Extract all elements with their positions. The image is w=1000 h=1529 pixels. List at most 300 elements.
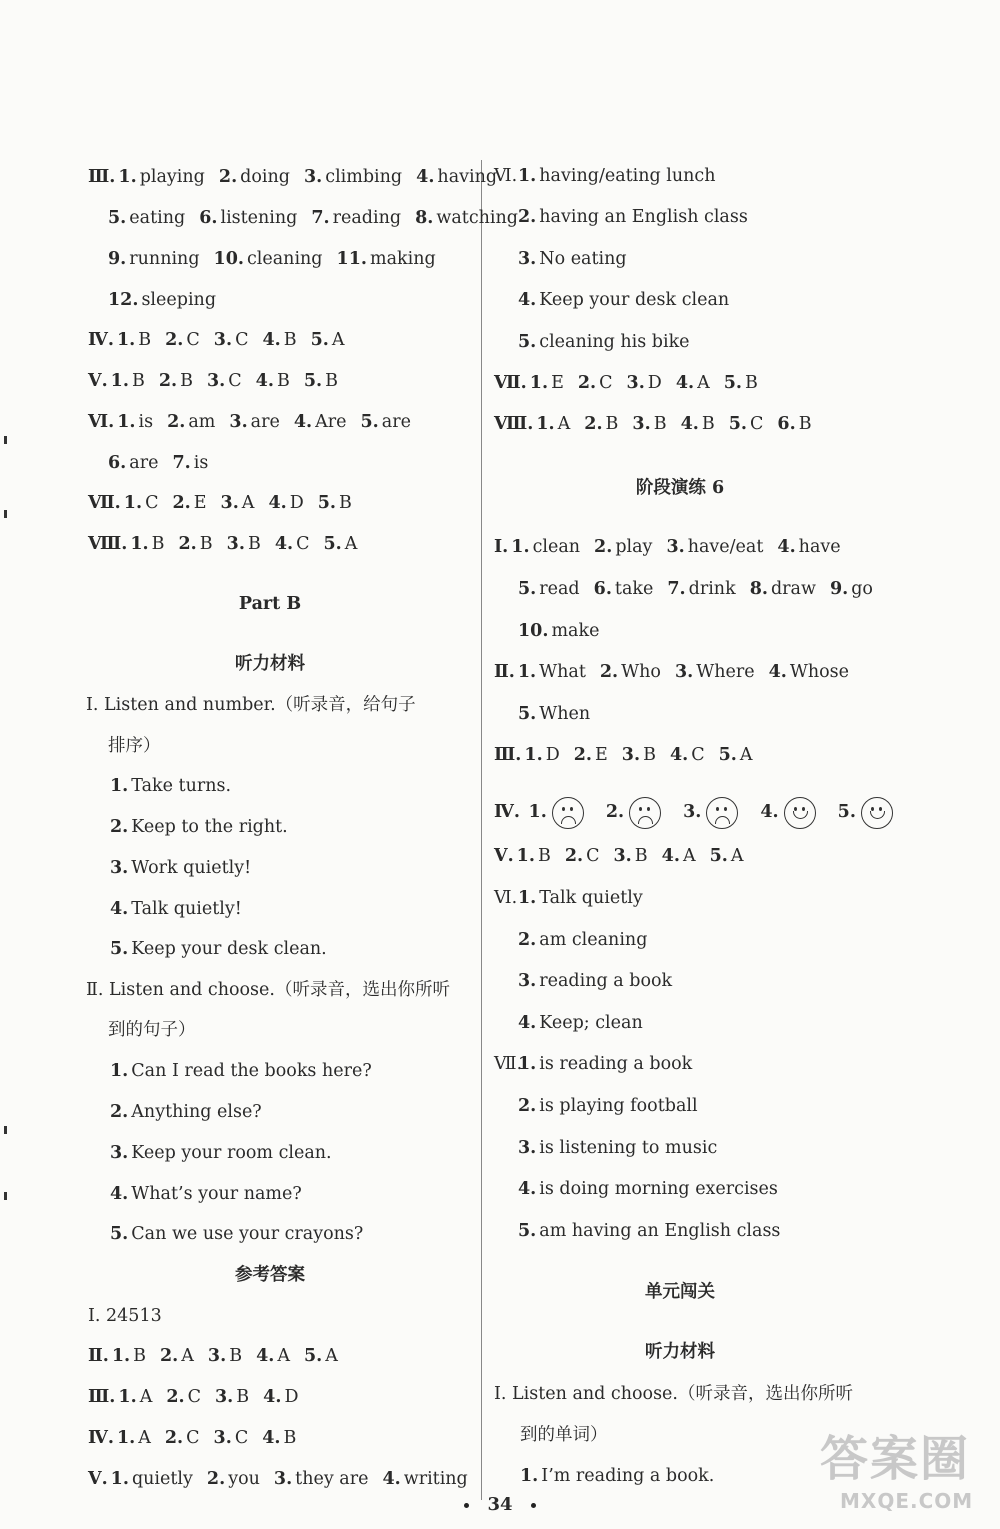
item-text: E: [595, 745, 608, 765]
item-number: 2.: [110, 1102, 129, 1122]
item-text: am: [188, 412, 216, 432]
item-number: 2.: [564, 846, 584, 866]
item-text: Talk quietly: [539, 888, 643, 908]
item-number: 2.: [584, 414, 603, 434]
item-number: 5.: [303, 371, 323, 391]
item-number: 3.: [206, 371, 226, 391]
margin-mark: [4, 510, 7, 518]
answer-row: [108, 207, 518, 229]
item-text: is doing morning exercises: [539, 1179, 778, 1199]
item-text: having/eating lunch: [539, 166, 716, 186]
item-number: 4.: [274, 534, 294, 554]
margin-mark: [4, 1192, 7, 1200]
item-text: A: [325, 1346, 338, 1366]
item-number: 3.: [273, 1469, 293, 1489]
item-text: Keep your desk clean: [539, 290, 730, 310]
item-text: D: [289, 493, 304, 513]
item-number: 2.: [605, 802, 625, 822]
item-number: 3.: [626, 373, 645, 393]
item-text: B: [653, 414, 667, 434]
item-text: Who: [621, 662, 661, 682]
item-text: Take turns.: [131, 776, 232, 796]
list-item: [518, 1012, 643, 1034]
item-text: B: [138, 330, 152, 350]
item-text: eating: [129, 208, 186, 228]
item-number: 1.: [511, 537, 530, 557]
item-text: No eating: [539, 249, 627, 269]
item-text: B: [199, 534, 213, 554]
item-text: A: [682, 846, 696, 866]
item-number: 1.: [118, 1387, 137, 1407]
item-number: 1.: [111, 1346, 131, 1366]
item-number: 7.: [311, 208, 330, 228]
item-number: 1.: [529, 373, 549, 393]
item-text: Where: [696, 662, 755, 682]
item-text: playing: [139, 167, 205, 187]
item-number: 3.: [207, 1346, 227, 1366]
item-text: having an English class: [539, 207, 748, 227]
item-number: 4.: [675, 373, 695, 393]
item-number: 3.: [632, 414, 651, 434]
item-number: 3.: [229, 412, 248, 432]
section-label: Ⅴ.: [88, 1469, 108, 1489]
item-text: B: [325, 371, 338, 391]
item-number: 1.: [110, 776, 129, 796]
watermark-url: MXQE.COM: [840, 1489, 974, 1513]
answer-row: [108, 452, 208, 474]
answer-row: [518, 703, 590, 725]
item-text: they are: [295, 1469, 369, 1489]
item-text: watching: [436, 208, 518, 228]
item-number: 2.: [167, 412, 186, 432]
item-number: 2.: [599, 662, 619, 682]
item-number: 5.: [108, 208, 127, 228]
item-text: B: [605, 414, 619, 434]
item-text: reading a book: [539, 971, 673, 991]
item-number: 3.: [674, 662, 694, 682]
item-text: have/eat: [687, 537, 764, 557]
item-number: 3.: [613, 846, 632, 866]
item-text: C: [186, 1428, 200, 1448]
item-number: 4.: [255, 371, 274, 391]
item-number: 2.: [178, 534, 197, 554]
answers-heading: 参考答案: [235, 1265, 305, 1285]
item-number: 1.: [528, 802, 547, 822]
margin-mark: [4, 436, 7, 444]
section-label: Ⅶ.: [494, 373, 527, 393]
margin-mark: [4, 1126, 7, 1134]
item-number: 2.: [160, 1346, 179, 1366]
item-text: listening: [220, 208, 298, 228]
happy-face-icon: [861, 797, 893, 829]
item-number: 5.: [518, 332, 537, 352]
item-number: 2.: [166, 1387, 185, 1407]
item-number: 3.: [683, 802, 702, 822]
item-number: 2.: [110, 817, 129, 837]
item-number: 3.: [518, 1138, 537, 1158]
item-number: 4.: [256, 1346, 275, 1366]
item-number: 12.: [108, 290, 139, 310]
item-number: 3.: [518, 249, 537, 269]
item-number: 3.: [220, 493, 239, 513]
item-text: B: [745, 373, 758, 393]
item-text: C: [228, 371, 242, 391]
item-number: 5.: [323, 534, 342, 554]
item-number: 10.: [213, 249, 244, 269]
section-label: Ⅱ.: [494, 662, 515, 682]
list-item: [518, 929, 647, 951]
stage-heading: 阶段演练 6: [635, 478, 725, 498]
item-number: 3.: [110, 858, 129, 878]
unit-heading: 单元闯关: [645, 1282, 715, 1302]
item-text: E: [551, 373, 564, 393]
item-text: play: [615, 537, 653, 557]
item-text: B: [180, 371, 193, 391]
item-number: 5.: [310, 330, 329, 350]
item-number: 4.: [518, 290, 537, 310]
item-number: 1.: [536, 414, 555, 434]
item-number: 2.: [573, 745, 592, 765]
item-number: 5.: [518, 1221, 537, 1241]
item-text: B: [131, 371, 145, 391]
section-label: Ⅲ.: [88, 1387, 116, 1407]
item-number: 4.: [518, 1013, 537, 1033]
section-label: Ⅵ.: [494, 166, 518, 186]
item-text: When: [539, 704, 591, 724]
item-number: 9.: [108, 249, 127, 269]
item-number: 5.: [723, 373, 743, 393]
item-text: drink: [688, 579, 736, 599]
item-number: 2.: [577, 373, 597, 393]
item-text: I’m reading a book.: [541, 1466, 715, 1486]
item-text: C: [187, 1387, 201, 1407]
item-text: B: [283, 330, 297, 350]
item-text: running: [129, 249, 200, 269]
item-text: quietly: [131, 1469, 193, 1489]
item-number: 4.: [382, 1469, 401, 1489]
answer-row: [494, 536, 841, 558]
item-text: Anything else?: [131, 1102, 262, 1122]
item-text: C: [186, 330, 200, 350]
item-number: 2.: [518, 1096, 537, 1116]
item-number: 5.: [110, 939, 129, 959]
item-number: 2.: [518, 930, 537, 950]
answer-row: [88, 329, 345, 351]
item-number: 7.: [172, 453, 191, 473]
item-number: 5.: [518, 704, 537, 724]
item-text: is listening to music: [539, 1138, 718, 1158]
list-item: [110, 816, 288, 838]
item-number: 1.: [110, 371, 129, 391]
answer-row: [88, 166, 497, 188]
item-text: A: [277, 1346, 290, 1366]
item-number: 11.: [336, 249, 367, 269]
item-text: is: [138, 412, 154, 432]
item-number: 3.: [215, 1387, 234, 1407]
item-text: A: [241, 493, 255, 513]
section-label: Ⅷ.: [88, 534, 128, 554]
item-text: Whose: [789, 662, 849, 682]
item-number: 2.: [164, 1428, 184, 1448]
section-label: Ⅳ.: [88, 1428, 114, 1448]
dot-icon: [531, 1503, 536, 1508]
list-item: [518, 206, 748, 228]
item-text: B: [339, 493, 352, 513]
item-number: 2.: [218, 167, 238, 187]
item-text: B: [276, 371, 290, 391]
list-item: [518, 248, 627, 270]
list-item: [518, 289, 729, 311]
item-number: 9.: [829, 579, 849, 599]
item-text: Keep; clean: [539, 1013, 643, 1033]
item-number: 1.: [116, 1428, 136, 1448]
list-item: [110, 1101, 262, 1123]
section-title: Ⅱ. Listen and choose.（听录音，选出你所听: [86, 980, 450, 1000]
item-text: C: [750, 414, 764, 434]
item-number: 6.: [199, 208, 218, 228]
item-text: Work quietly!: [131, 858, 252, 878]
list-item: [518, 1053, 692, 1075]
item-text: read: [539, 579, 580, 599]
item-number: 4.: [680, 414, 699, 434]
list-item: [110, 775, 231, 797]
item-text: make: [551, 621, 600, 641]
list-item: [110, 1060, 372, 1082]
item-text: is: [193, 453, 209, 473]
item-number: 1.: [116, 330, 136, 350]
item-text: A: [730, 846, 744, 866]
item-text: C: [586, 846, 600, 866]
item-number: 4.: [268, 493, 287, 513]
item-text: C: [145, 493, 159, 513]
item-text: B: [151, 534, 165, 554]
item-number: 4.: [110, 899, 129, 919]
section-label: Ⅶ.: [88, 493, 121, 513]
item-number: 5.: [110, 1224, 129, 1244]
list-item: [110, 1183, 302, 1205]
item-number: 1.: [518, 1054, 537, 1074]
item-number: 4.: [777, 537, 796, 557]
item-number: 3.: [303, 167, 323, 187]
listening-heading: 听力材料: [645, 1342, 715, 1362]
item-number: 1.: [517, 662, 537, 682]
section-title: Ⅰ. Listen and choose.（听录音，选出你所听: [494, 1384, 853, 1404]
item-text: reading: [332, 208, 402, 228]
sad-face-icon: [552, 797, 584, 829]
section-label: Ⅲ.: [88, 167, 116, 187]
answer-row: [88, 533, 357, 555]
item-text: Can I read the books here?: [131, 1061, 372, 1081]
answer-row: [108, 289, 216, 311]
answer-row: [518, 620, 599, 642]
answer-row: [88, 1427, 296, 1449]
list-item: [518, 1220, 780, 1242]
item-number: 5.: [837, 802, 856, 822]
item-number: 1.: [518, 166, 537, 186]
item-text: C: [296, 534, 310, 554]
item-number: 5.: [360, 412, 379, 432]
item-text: B: [701, 414, 715, 434]
item-text: What: [539, 662, 586, 682]
section-title: 到的单词）: [520, 1425, 608, 1445]
list-item: [110, 857, 251, 879]
listening-heading: 听力材料: [235, 654, 305, 674]
item-text: B: [133, 1346, 146, 1366]
item-number: 1.: [524, 745, 543, 765]
item-text: Are: [315, 412, 347, 432]
item-text: A: [139, 1387, 153, 1407]
item-text: A: [138, 1428, 151, 1448]
item-text: B: [283, 1428, 297, 1448]
item-number: 4.: [262, 1428, 281, 1448]
item-text: go: [851, 579, 873, 599]
face-answer-row: [494, 797, 915, 829]
item-number: 5.: [709, 846, 728, 866]
item-number: 4.: [262, 330, 281, 350]
item-text: A: [344, 534, 358, 554]
item-text: is reading a book: [539, 1054, 693, 1074]
item-number: 8.: [749, 579, 768, 599]
item-text: A: [331, 330, 345, 350]
item-text: A: [181, 1346, 194, 1366]
item-text: B: [798, 414, 812, 434]
item-number: 4.: [110, 1184, 129, 1204]
section-title: 到的句子）: [108, 1020, 196, 1040]
item-text: making: [369, 249, 436, 269]
item-text: B: [229, 1346, 243, 1366]
item-number: 7.: [667, 579, 686, 599]
section-label: Ⅶ.: [494, 1054, 523, 1074]
item-text: B: [537, 846, 551, 866]
item-number: 3.: [621, 745, 641, 765]
item-text: B: [634, 846, 648, 866]
item-number: 1.: [130, 534, 149, 554]
item-text: doing: [240, 167, 290, 187]
item-number: 2.: [206, 1469, 226, 1489]
list-item: [518, 887, 643, 909]
item-text: B: [247, 534, 261, 554]
answer-row: [108, 248, 436, 270]
item-number: 2.: [158, 371, 178, 391]
list-item: [110, 1223, 363, 1245]
section-label: Ⅲ.: [494, 745, 522, 765]
item-number: 6.: [108, 453, 127, 473]
answer-row: [494, 372, 758, 394]
list-item: [518, 331, 690, 353]
item-number: 3.: [213, 330, 233, 350]
answer-row: [518, 578, 873, 600]
list-item: [518, 970, 672, 992]
item-number: 8.: [415, 208, 434, 228]
item-number: 3.: [666, 537, 685, 557]
item-text: sleeping: [141, 290, 217, 310]
item-text: am cleaning: [539, 930, 648, 950]
item-text: cleaning: [246, 249, 323, 269]
item-text: cleaning his bike: [539, 332, 690, 352]
item-number: 6.: [777, 414, 796, 434]
item-text: Talk quietly!: [131, 899, 242, 919]
item-number: 1.: [123, 493, 143, 513]
item-text: is playing football: [539, 1096, 698, 1116]
list-item: [518, 1095, 698, 1117]
item-number: 5.: [518, 579, 537, 599]
item-text: Keep your desk clean.: [131, 939, 327, 959]
item-number: 3.: [226, 534, 245, 554]
item-text: C: [599, 373, 613, 393]
item-text: you: [228, 1469, 260, 1489]
item-text: are: [381, 412, 411, 432]
item-text: writing: [403, 1469, 468, 1489]
list-item: [518, 1178, 778, 1200]
item-number: 4.: [293, 412, 313, 432]
item-number: 1.: [520, 1466, 539, 1486]
item-text: draw: [770, 579, 816, 599]
section-title: Ⅰ. Listen and number.（听录音，给句子: [86, 695, 416, 715]
section-label: Ⅱ.: [88, 1346, 109, 1366]
item-number: 1.: [118, 167, 137, 187]
item-number: 1.: [516, 846, 535, 866]
item-text: C: [235, 330, 249, 350]
item-text: B: [643, 745, 656, 765]
item-number: 4.: [263, 1387, 282, 1407]
item-number: 1.: [518, 888, 537, 908]
item-text: having: [437, 167, 498, 187]
section-label: Ⅷ.: [494, 414, 534, 434]
item-number: 4.: [760, 802, 779, 822]
item-text: climbing: [325, 167, 403, 187]
item-text: E: [193, 493, 207, 513]
item-number: 10.: [518, 621, 549, 641]
item-text: take: [614, 579, 654, 599]
item-number: 4.: [768, 662, 787, 682]
answer-row: [88, 370, 338, 392]
answer-row: [88, 492, 352, 514]
part-b-heading: Part B: [238, 594, 302, 614]
list-item: [110, 898, 242, 920]
item-text: What’s your name?: [131, 1184, 302, 1204]
item-number: 4.: [661, 846, 680, 866]
answer-row: Ⅰ. 24513: [88, 1306, 162, 1326]
item-number: 5.: [718, 745, 737, 765]
list-item: [110, 938, 327, 960]
item-number: 3.: [518, 971, 537, 991]
item-number: 4.: [416, 167, 435, 187]
section-label: Ⅵ.: [88, 412, 115, 432]
item-text: D: [284, 1387, 299, 1407]
section-title: 排序）: [108, 736, 161, 756]
section-label: Ⅰ.: [494, 537, 509, 557]
column-divider: [481, 160, 482, 1500]
item-number: 6.: [593, 579, 612, 599]
answer-row: [494, 661, 849, 683]
item-number: 2.: [172, 493, 191, 513]
answer-row: [88, 411, 411, 433]
item-text: am having an English class: [539, 1221, 781, 1241]
item-number: 3.: [110, 1143, 129, 1163]
item-text: B: [236, 1387, 250, 1407]
item-text: are: [250, 412, 280, 432]
item-text: A: [697, 373, 710, 393]
item-text: C: [234, 1428, 249, 1448]
item-number: 2.: [518, 207, 537, 227]
item-number: 1.: [117, 412, 136, 432]
answer-row: [494, 413, 812, 435]
item-number: 2.: [594, 537, 613, 557]
item-text: D: [647, 373, 662, 393]
answer-row: [88, 1345, 338, 1367]
item-text: A: [557, 414, 571, 434]
list-item: [110, 1142, 332, 1164]
